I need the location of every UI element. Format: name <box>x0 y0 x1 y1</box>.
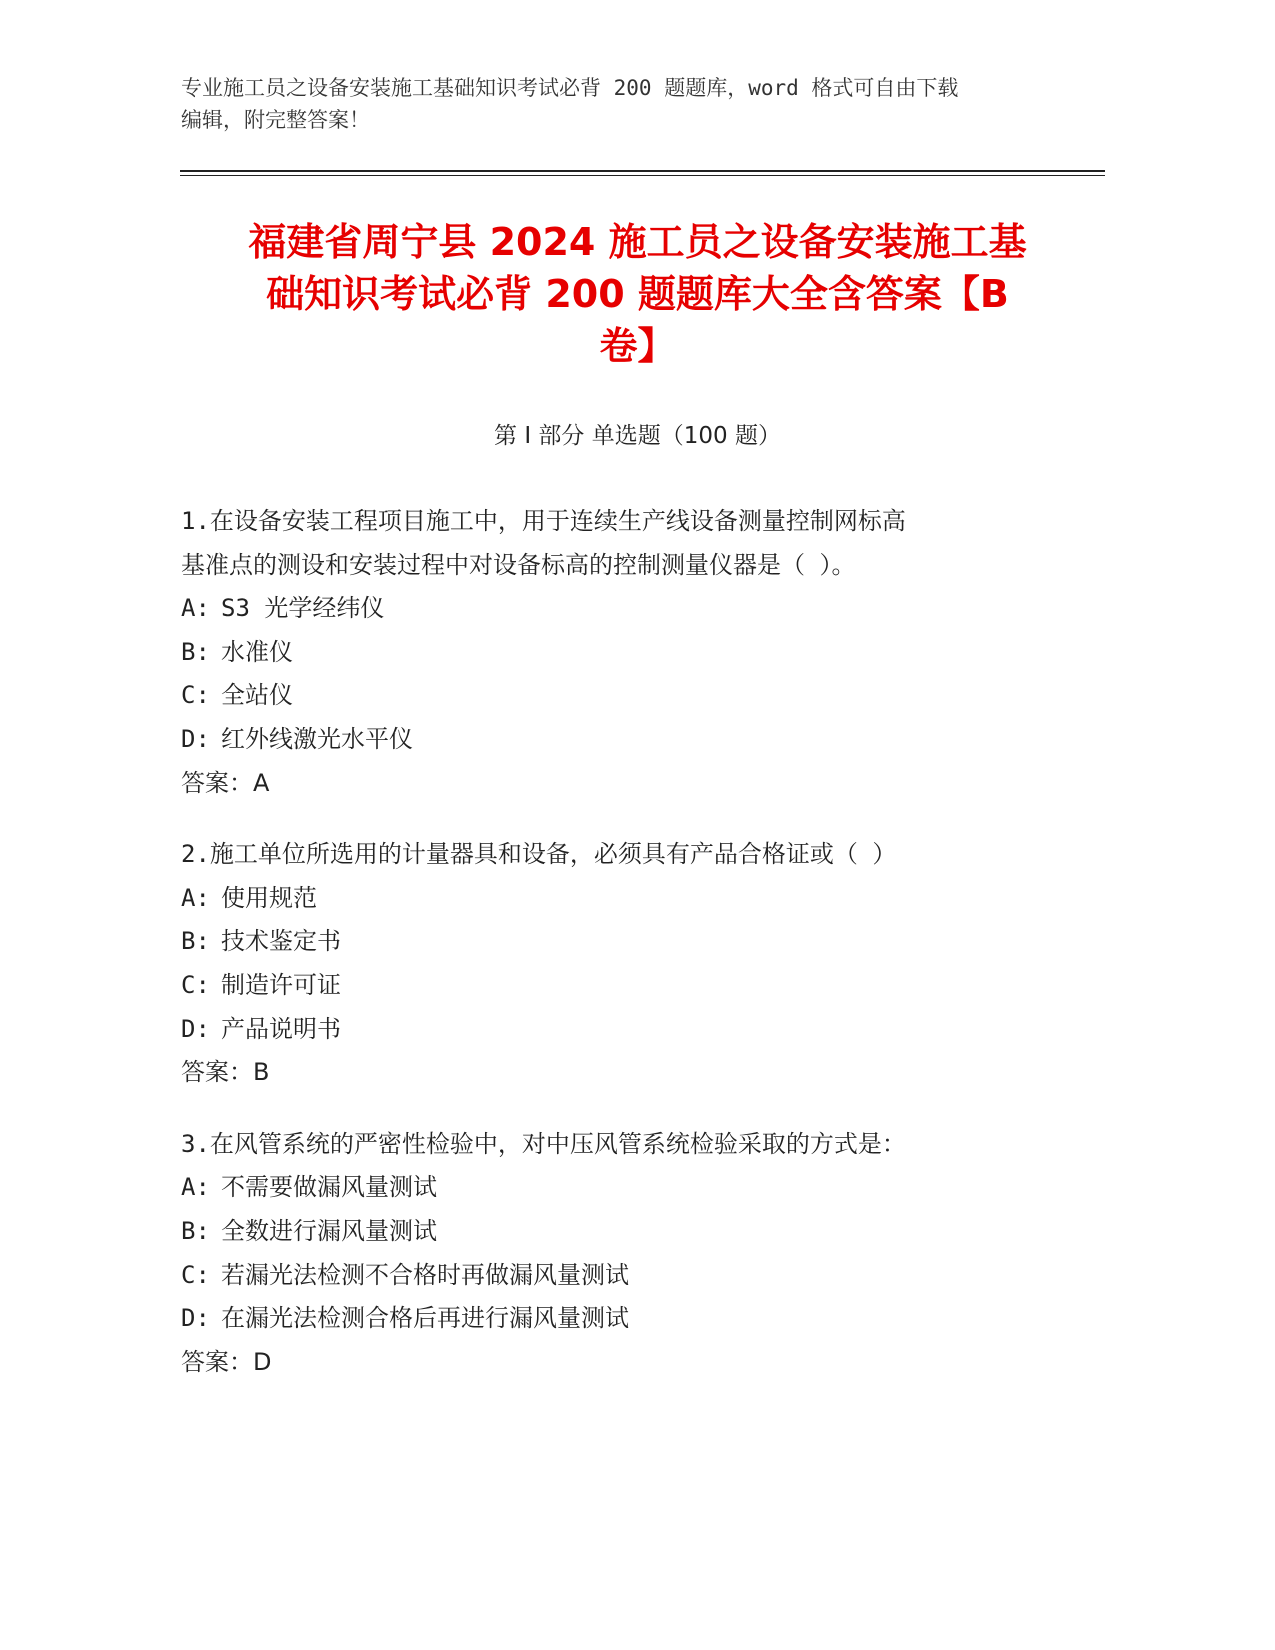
question-1 <box>181 500 1101 805</box>
header-note-line-2: 编辑，附完整答案！ <box>181 108 370 132</box>
option-label: A: <box>181 594 210 623</box>
document-title-line-2: 础知识考试必背 200 题题库大全含答案【B <box>266 272 1009 316</box>
option-label: A: <box>181 883 210 912</box>
option-a <box>181 1166 1101 1210</box>
option-d <box>181 1297 1101 1341</box>
option-a <box>181 877 1101 921</box>
option-label: B: <box>181 637 210 666</box>
option-label: A: <box>181 1173 210 1202</box>
question-stem-line: 2.施工单位所选用的计量器具和设备，必须具有产品合格证或（ ） <box>181 840 897 869</box>
option-label: B: <box>181 1216 210 1245</box>
option-c <box>181 964 1101 1008</box>
document-title-line-1: 福建省周宁县 2024 施工员之设备安装施工基 <box>248 220 1027 264</box>
header-divider-thick <box>180 170 1105 172</box>
option-c <box>181 1254 1101 1298</box>
question-3 <box>181 1123 1101 1385</box>
header-note-line-1: 专业施工员之设备安装施工基础知识考试必背 200 题题库，word 格式可自由下载 <box>181 76 959 100</box>
option-label: C: <box>181 970 210 999</box>
option-label: D: <box>181 724 210 753</box>
option-text: 全数进行漏风量测试 <box>221 1216 437 1245</box>
answer-line: 答案：D <box>181 1347 272 1376</box>
question-list <box>181 500 1101 1412</box>
answer-line: 答案：B <box>181 1058 270 1087</box>
option-text: 制造许可证 <box>221 970 341 999</box>
option-b <box>181 1210 1101 1254</box>
option-b <box>181 920 1101 964</box>
option-text: 红外线激光水平仪 <box>221 724 413 753</box>
document-title <box>150 216 1125 372</box>
option-d <box>181 718 1101 762</box>
option-a <box>181 587 1101 631</box>
option-b <box>181 631 1101 675</box>
question-stem-line: 1.在设备安装工程项目施工中，用于连续生产线设备测量控制网标高 <box>181 507 906 535</box>
question-stem-line: 基准点的测设和安装过程中对设备标高的控制测量仪器是（ ）。 <box>181 550 856 579</box>
option-text: 不需要做漏风量测试 <box>221 1173 437 1202</box>
question-stem-line: 3.在风管系统的严密性检验中，对中压风管系统检验采取的方式是： <box>181 1129 906 1158</box>
option-c <box>181 674 1101 718</box>
document-title-line-3: 卷】 <box>599 324 676 368</box>
option-text: 技术鉴定书 <box>221 927 341 956</box>
option-label: D: <box>181 1014 210 1043</box>
option-text: 水准仪 <box>221 637 293 666</box>
option-text: 使用规范 <box>221 883 317 912</box>
option-text: S3 光学经纬仪 <box>221 594 385 623</box>
option-label: C: <box>181 681 210 710</box>
option-text: 在漏光法检测合格后再进行漏风量测试 <box>221 1304 629 1333</box>
header-divider-thin <box>180 175 1105 176</box>
option-text: 全站仪 <box>221 681 293 710</box>
option-text: 产品说明书 <box>221 1014 341 1043</box>
option-text: 若漏光法检测不合格时再做漏风量测试 <box>221 1260 629 1289</box>
option-label: C: <box>181 1260 210 1289</box>
question-2 <box>181 833 1101 1095</box>
answer-line: 答案：A <box>181 768 270 797</box>
header-note <box>181 72 1081 136</box>
option-label: B: <box>181 927 210 956</box>
option-label: D: <box>181 1304 210 1333</box>
option-d <box>181 1008 1101 1052</box>
section-title: 第 I 部分 单选题（100 题） <box>494 423 781 449</box>
